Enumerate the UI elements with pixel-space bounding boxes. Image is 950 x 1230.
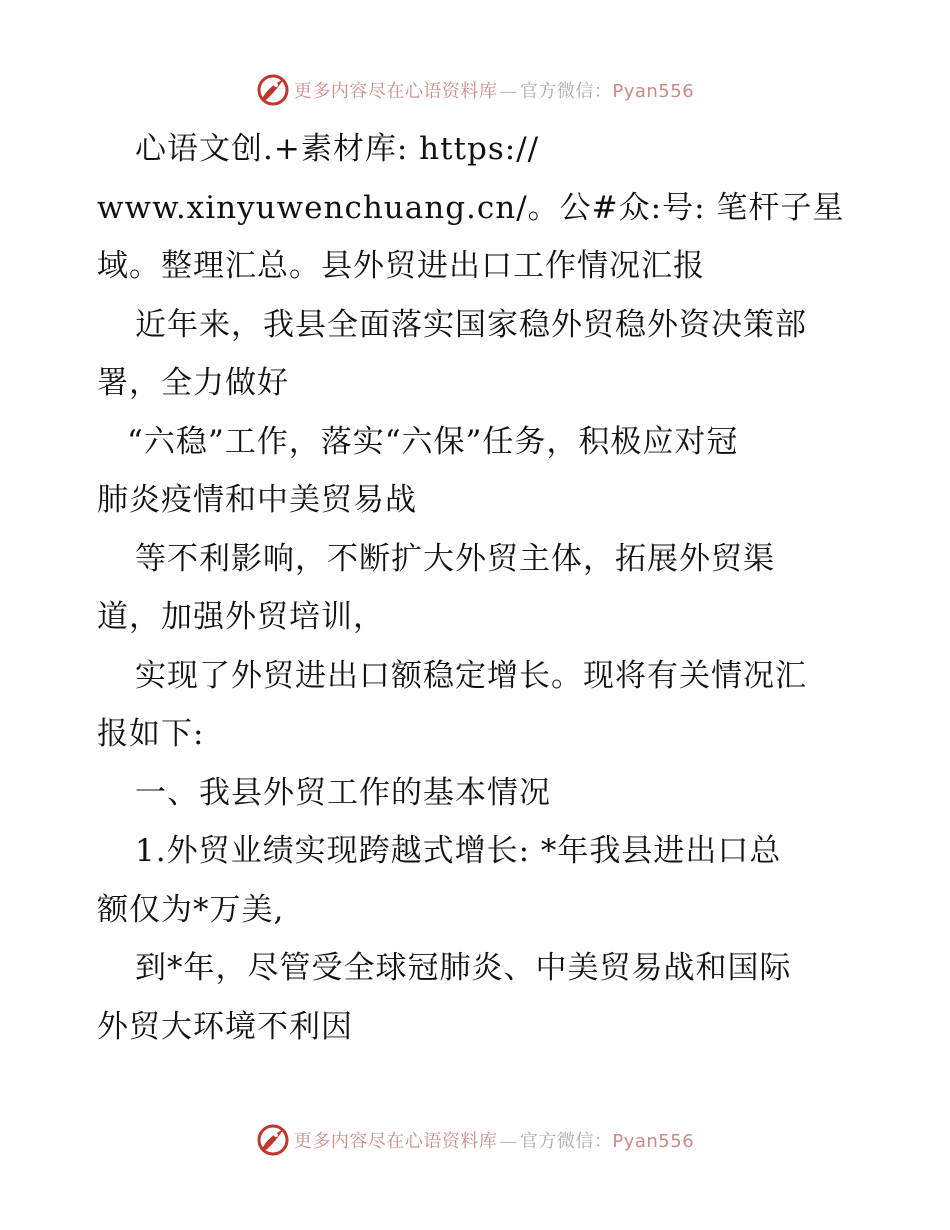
document-body — [97, 120, 857, 1056]
doc-line: 域。整理汇总。县外贸进出口工作情况汇报 — [97, 248, 705, 284]
pen-nib-logo-icon — [256, 1123, 290, 1157]
doc-line: “六稳”工作，落实“六保”任务，积极应对冠 — [127, 423, 739, 460]
doc-line: www.xinyuwenchuang.cn/。公#众:号: 笔杆子星 — [97, 189, 845, 226]
footer-dash: — — [499, 1131, 518, 1152]
page-footer — [0, 1120, 950, 1160]
doc-line: 近年来，我县全面落实国家稳外贸稳外资决策部 — [135, 306, 807, 343]
doc-line: 道，加强外贸培训， — [97, 599, 385, 635]
header-brand — [256, 73, 694, 107]
header-text — [294, 77, 694, 103]
doc-line: 到*年，尽管受全球冠肺炎、中美贸易战和国际 — [135, 950, 792, 986]
doc-line: 等不利影响，不断扩大外贸主体，拓展外贸渠 — [135, 540, 775, 577]
doc-line: 心语文创.+素材库: https:// — [135, 131, 540, 167]
header-dash: — — [499, 81, 518, 102]
footer-wechat-account: Pyan556 — [612, 1131, 695, 1152]
footer-brand — [256, 1123, 694, 1157]
doc-line: 肺炎疫情和中美贸易战 — [97, 482, 417, 518]
header-wechat-label: 官方微信： — [519, 81, 613, 102]
footer-text — [294, 1127, 694, 1153]
section-heading: 一、我县外贸工作的基本情况 — [135, 774, 551, 811]
doc-line: 实现了外贸进出口额稳定增长。现将有关情况汇 — [135, 657, 807, 694]
doc-line: 1.外贸业绩实现跨越式增长: *年我县进出口总 — [135, 833, 782, 869]
header-wechat-account: Pyan556 — [612, 81, 695, 102]
pen-nib-logo-icon — [256, 73, 290, 107]
header-brand-text: 更多内容尽在心语资料库 — [293, 81, 498, 102]
footer-brand-text: 更多内容尽在心语资料库 — [293, 1131, 498, 1152]
doc-line: 额仅为*万美, — [97, 891, 285, 928]
footer-wechat-label: 官方微信： — [519, 1131, 613, 1152]
doc-line: 署，全力做好 — [97, 365, 289, 401]
doc-line: 外贸大环境不利因 — [97, 1008, 353, 1045]
page-header — [0, 70, 950, 110]
doc-line: 报如下: — [97, 716, 205, 752]
